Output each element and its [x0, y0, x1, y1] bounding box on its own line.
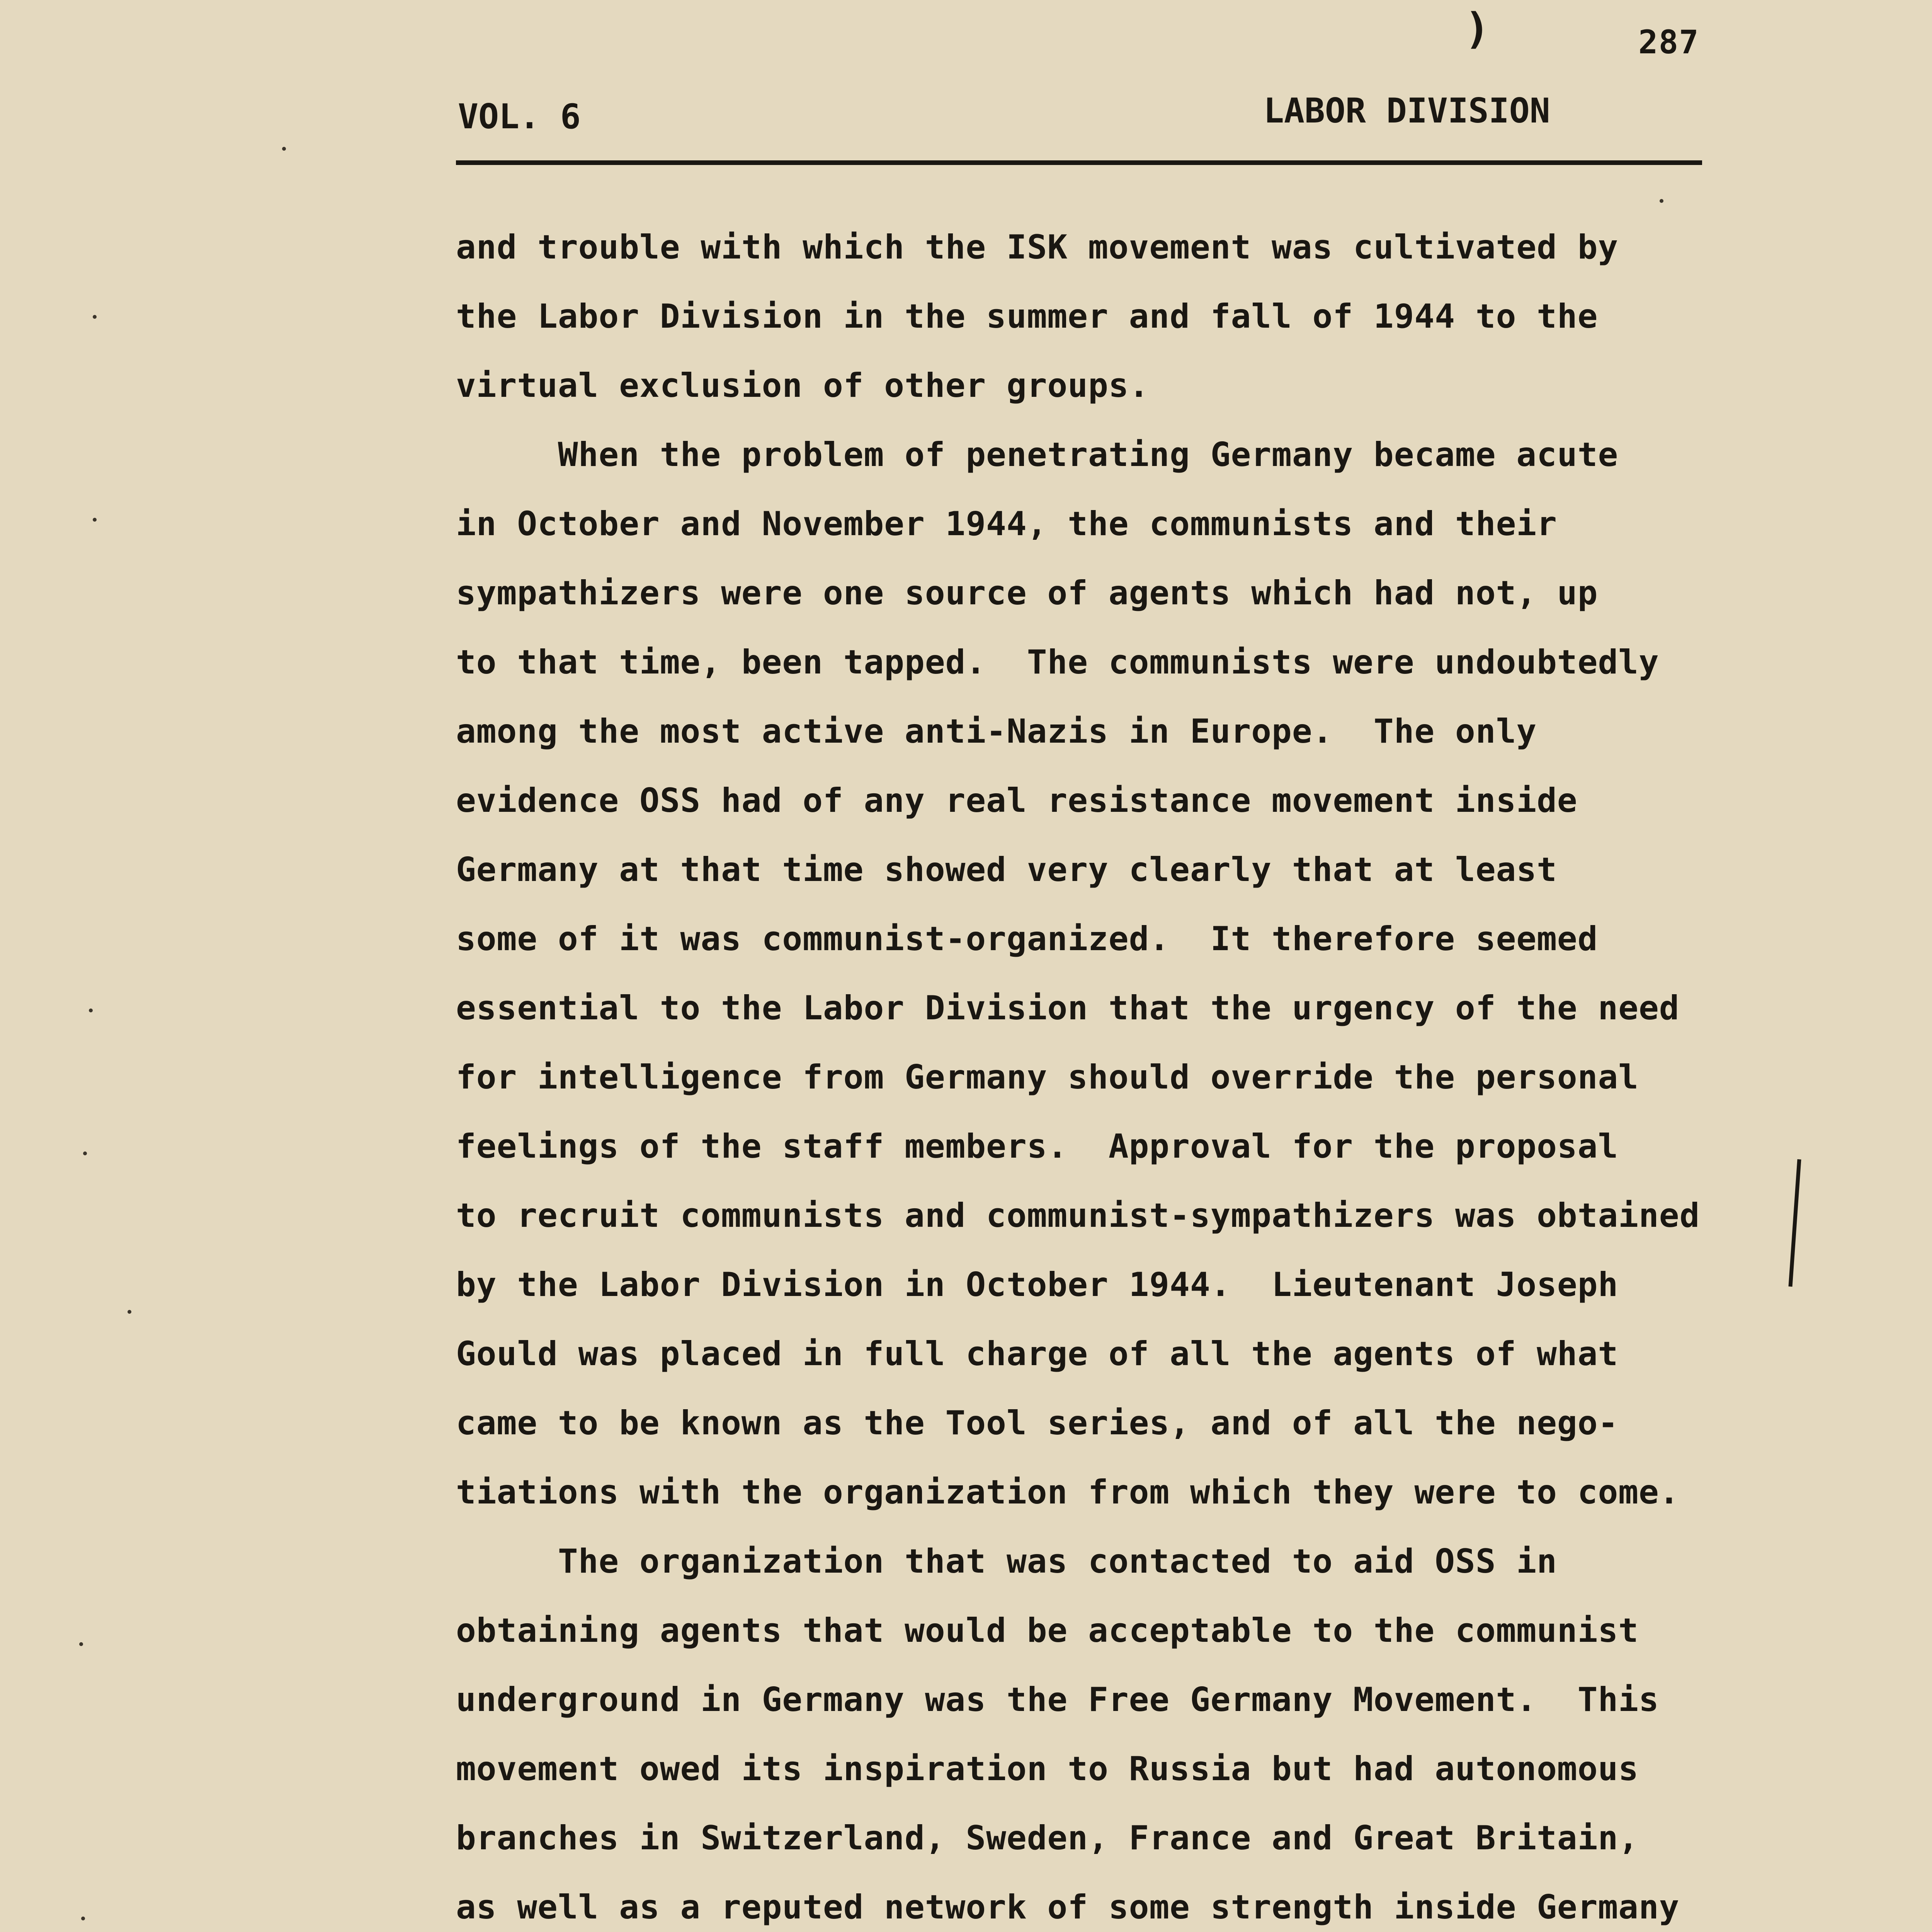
text-line: as well as a reputed network of some strength inside Germany: [456, 1888, 1680, 1927]
scan-speck: [83, 1151, 87, 1155]
text-line: When the problem of penetrating Germany became acute: [456, 435, 1619, 474]
text-line: branches in Switzerland, Sweden, France and Great Britain,: [456, 1819, 1639, 1857]
text-line: by the Labor Division in October 1944. Lieutenant Joseph: [456, 1265, 1619, 1304]
text-line: for intelligence from Germany should override the personal: [456, 1058, 1639, 1097]
scan-speck: [79, 1642, 83, 1646]
volume-label: VOL. 6: [458, 97, 581, 136]
header-rule: [456, 160, 1702, 165]
text-line: evidence OSS had of any real resistance movement inside: [456, 781, 1578, 820]
text-line: among the most active anti-Nazis in Europe. The only: [456, 712, 1537, 751]
text-line: the Labor Division in the summer and fall of 1944 to the: [456, 297, 1598, 336]
text-line: virtual exclusion of other groups.: [456, 366, 1150, 405]
scan-speck: [282, 147, 286, 151]
scan-speck: [93, 518, 97, 522]
margin-bar: [1789, 1159, 1801, 1287]
page-number: 287: [1638, 23, 1699, 61]
text-line: obtaining agents that would be acceptable to the communist: [456, 1611, 1639, 1650]
text-line: sympathizers were one source of agents which had not, up: [456, 574, 1598, 612]
text-line: essential to the Labor Division that the urgency of the need: [456, 989, 1680, 1027]
text-line: and trouble with which the ISK movement was cultivated by: [456, 228, 1619, 267]
scan-speck: [93, 315, 97, 319]
body-text: [456, 228, 1770, 1932]
text-line: feelings of the staff members. Approval for the proposal: [456, 1127, 1619, 1166]
text-line: tiations with the organization from which they were to come.: [456, 1473, 1680, 1512]
text-line: movement owed its inspiration to Russia but had autonomous: [456, 1750, 1639, 1788]
text-line: came to be known as the Tool series, and of all the nego-: [456, 1404, 1619, 1442]
text-line: The organization that was contacted to aid OSS in: [456, 1542, 1557, 1581]
margin-mark: ): [1464, 4, 1490, 53]
text-line: to recruit communists and communist-sympathizers was obtained: [456, 1196, 1700, 1235]
text-line: Germany at that time showed very clearly that at least: [456, 850, 1557, 889]
scan-speck: [89, 1009, 93, 1012]
scan-speck: [81, 1917, 85, 1920]
scan-speck: [128, 1310, 131, 1314]
text-line: to that time, been tapped. The communists were undoubtedly: [456, 643, 1659, 682]
text-line: some of it was communist-organized. It therefore seemed: [456, 920, 1598, 958]
division-title: LABOR DIVISION: [1264, 91, 1550, 131]
text-line: underground in Germany was the Free Germany Movement. This: [456, 1680, 1659, 1719]
text-line: in October and November 1944, the communists and their: [456, 505, 1557, 543]
scan-speck: [1660, 199, 1663, 203]
text-line: Gould was placed in full charge of all the agents of what: [456, 1335, 1619, 1373]
